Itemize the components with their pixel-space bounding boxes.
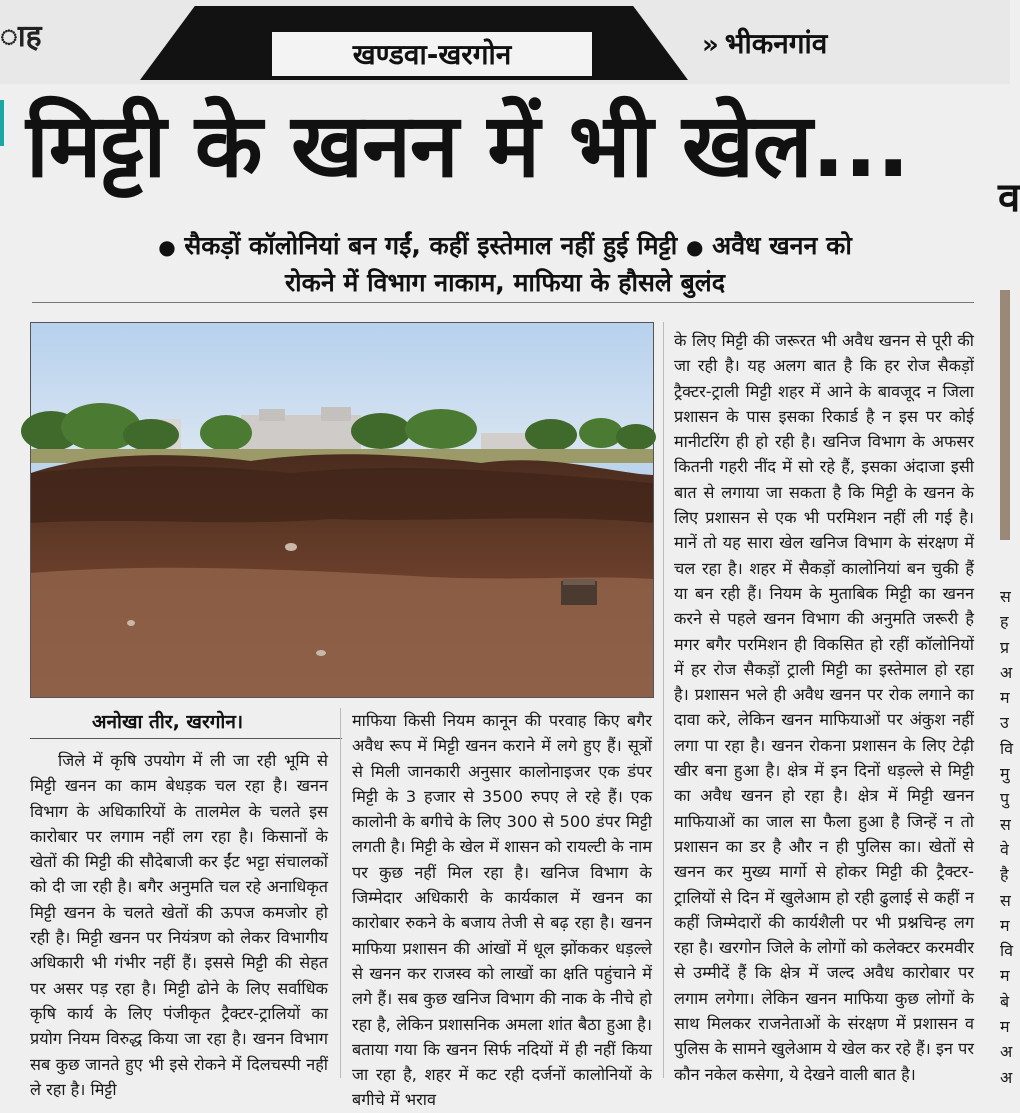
adjacent-article-column [1000,584,1014,1090]
adjacent-column-fragment: म [1000,915,1010,935]
header-right-text: भीकनगांव [724,27,828,60]
adjacent-column-fragment: म [1000,966,1010,986]
adjacent-column-fragment: वि [1000,941,1014,961]
article-column-1: जिले में कृषि उपयोग में ली जा रही भूमि से मिट्टी खनन का काम बेधड़क चल रहा है। खनन विभाग के अधिकारियों के तालमेल के चलते इस कारोबार पर लगाम नहीं लग रहा है। किसानों के खेतों की मिट्टी की सौदेबाजी कर ईंट भट्टा संचालकों को दी जा रही है। बगैर अनुमति चल रहे अनाधिकृत मिट्टी खनन के चलते खेतों की ऊपज कमजोर हो रही है। मिट्टी खनन पर नियंत्रण को लेकर विभागीय अधिकारी भी गंभीर नहीं हैं। इससे मिट्टी की सेहत पर असर पड़ रहा है। मिट्टी ढोने के लिए सर्वाधिक कृषि कार्य के लिए पंजीकृत ट्रैक्टर-ट्रालियों का प्रयोग नियम विरुद्ध किया जा रहा है। खनन विभाग सब कुछ जानते हुए भी इसे रोकने में दिलचस्पी नहीं ले रहा है। मिट्टी [30,751,328,1099]
adjacent-column-fragment: अ [1000,1042,1013,1062]
article-column-3: के लिए मिट्टी की जरूरत भी अवैध खनन से पूरी की जा रही है। यह अलग बात है कि हर रोज सैकड़ों ट्रैक्टर-ट्राली मिट्टी शहर में आने के बावजूद न जिला प्रशासन के पास इसका रिकार्ड है न इस पर कोई मानीटरिंग ही हो रही है। खनिज विभाग के अफसर कितनी गहरी नींद में सो रहे हैं, इसका अंदाजा इसी बात से लगाया जा सकता है कि मिट्टी के खनन के लिए प्रशासन से एक भी परमिशन नहीं ली गई है। मानें तो यह सारा खेल खनिज विभाग के संरक्षण में चल रहा है। शहर में सैकड़ों कालोनियां बन चुकी हैं या बन रही हैं। नियम के मुताबिक मिट्टी का खनन करने से पहले खनन विभाग की अनुमति जरूरी है मगर बगैर परमिशन ही विकसित हो रहीं कॉलोनियों में हर रोज सैकड़ों ट्राली मिट्टी का इस्तेमाल हो रहा है। प्रशासन भले ही अवैध खनन पर रोक लगाने का दावा करे, लेकिन खनन माफियाओं पर अंकुश नहीं लगा पा रहा है। खनन रोकना प्रशासन के लिए टेढ़ी खीर बना हुआ है। क्षेत्र में इन दिनों धड़ल्ले से मिट्टी का अवैध खनन हो रहा है। क्षेत्र में मिट्टी खनन माफियाओं का जाल सा फैला हुआ है जिन्हें न तो प्रशासन का डर है और न ही पुलिस का। खेतों से खनन कर मुख्य मार्गो से होकर मिट्टी की ट्रैक्टर-ट्रालियों से दिन में खुलेआम हो रही ढुलाई से कहीं न कहीं जिम्मेदारों की कार्यशैली पर भी प्रश्नचिन्ह लग रहा है। खरगोन जिले के लोगों को कलेक्टर करमवीर से उम्मीदें हैं कि क्षेत्र में जल्द अवैध कारोबार पर लगाम लगेगा। लेकिन खनन माफिया कुछ लोगों के साथ मिलकर राजनेताओं के संरक्षण में प्रशासन व पुलिस के सामने खुलेआम ये खेल कर रहे हैं। इन पर कौन नकेल कसेगा, ये देखने वाली बात है। [674,331,974,1084]
adjacent-column-fragment: अ [1000,1067,1013,1087]
adjacent-column-fragment: मु [1000,764,1010,784]
chevron-right-icon: » [702,30,719,60]
subheadline-rule [32,302,974,303]
adjacent-column-fragment: अ [1000,662,1013,682]
photo-soil-mounds [31,323,653,697]
bullet-icon: ● [158,235,176,259]
byline-rule [30,738,342,739]
right-edge-fragment: व [998,175,1020,221]
adjacent-column-fragment: स [1000,890,1011,910]
header-left-fragment: ाह [0,19,42,54]
header-right-label [702,24,827,62]
article-subheadline [30,228,980,301]
subheadline-line-1 [30,228,980,265]
adjacent-column-fragment: उ [1000,713,1009,733]
adjacent-column-fragment: म [1000,1017,1010,1037]
bullet-icon: ● [685,235,704,259]
section-title: खण्डवा-खरगोन [270,30,594,78]
adjacent-column-fragment: प्र [1000,637,1010,657]
article-column-2: माफिया किसी नियम कानून की परवाह किए बगैर अवैध रूप में मिट्टी खनन कराने में लगे हुए हैं। सूत्रों से मिली जानकारी अनुसार कालोनाइजर एक डंपर मिट्टी के 3 हजार से 3500 रुपए ले रहे हैं। एक कालोनी के बगीचे के लिए 300 से 500 डंपर मिट्टी लगती है। मिट्टी के खेल में शासन को रायल्टी के नाम पर कुछ नहीं मिल रहा है। खनिज विभाग के जिम्मेदार अधिकारी के कार्यकाल में खनन का कारोबार रुकने के बजाय तेजी से बढ़ रहा है। खनन माफिया प्रशासन की आंखों में धूल झोंककर धड़ल्ले से खनन कर राजस्व को लाखों का क्षति पहुंचाने में लगे हैं। सब कुछ खनिज विभाग की नाक के नीचे हो रहा है, लेकिन प्रशासनिक अमला शांत बैठा हुआ है। बताया गया कि खनन सिर्फ नदियों में ही नहीं किया जा रहा है, शहर में कट रही दर्जनों कालोनियों के बगीचे में भराव [352,711,652,1110]
adjacent-column-fragment: बे [1000,991,1010,1011]
subheadline-line-2: रोकने में विभाग नाकाम, माफिया के हौसले बुलंद [284,268,726,297]
adjacent-column-fragment: स [1000,587,1011,606]
subheadline-part-1: सैकड़ों कॉलोनियां बन गईं, कहीं इस्तेमाल नहीं हुई मिट्टी [184,231,678,260]
left-accent-bar [0,100,4,146]
article-photo [30,322,654,698]
column-divider [663,322,664,1078]
adjacent-article-photo-edge [1000,290,1010,540]
column-divider [340,708,341,1078]
adjacent-column-fragment: म [1000,688,1010,708]
adjacent-column-fragment: है [1000,865,1009,885]
article-byline: अनोखा तीर, खरगोन। [92,711,244,733]
article-headline: मिट्टी के खनन में भी खेल... [26,94,909,197]
adjacent-column-fragment: वे [1000,839,1009,859]
adjacent-column-fragment: पु [1000,789,1010,809]
subheadline-part-2: अवैध खनन को [712,231,852,260]
adjacent-column-fragment: ह [1000,612,1009,632]
adjacent-column-fragment: वि [1000,738,1014,758]
adjacent-column-fragment: स [1000,814,1011,834]
